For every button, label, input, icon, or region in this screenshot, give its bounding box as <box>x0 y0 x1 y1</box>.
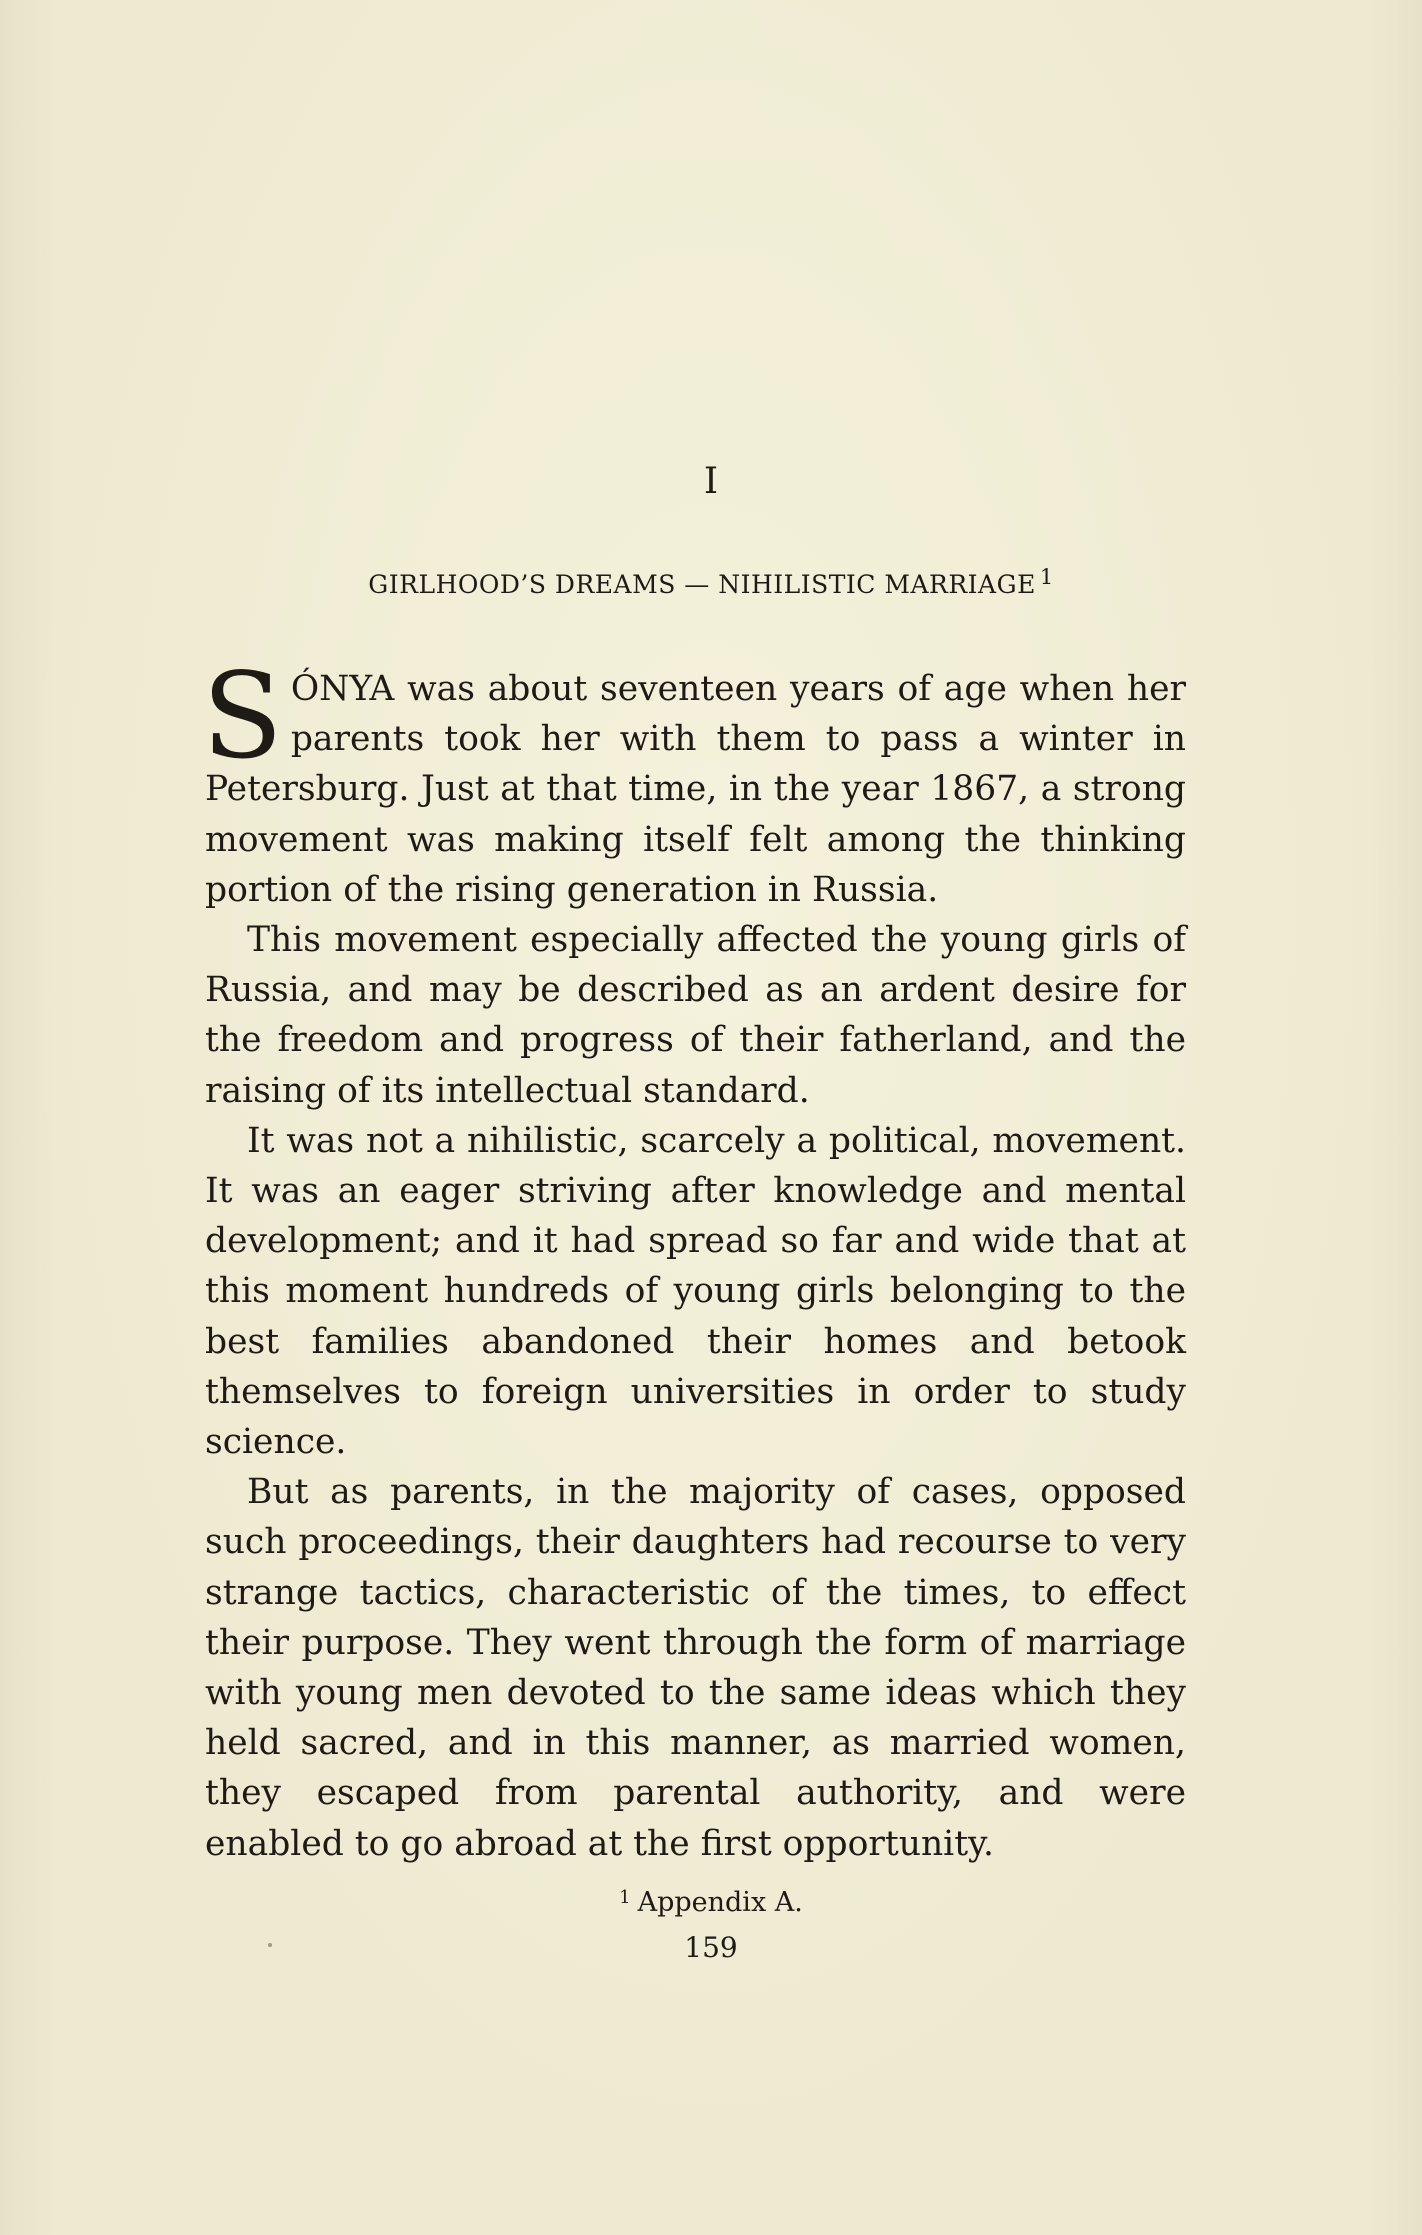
paragraph-1-text: ÓNYA was about seventeen years of age when her parents took her with them to pass a winter in Petersburg. Just at that time, in the year 1867, a strong movement was making itself felt among the thinking portion of the rising generation in Russia. <box>205 669 1186 910</box>
chapter-title-text: GIRLHOOD’S DREAMS — NIHILISTIC MARRIAGE <box>368 570 1036 599</box>
chapter-title <box>200 565 1222 602</box>
chapter-number: I <box>703 461 719 502</box>
page-number: 159 <box>684 1931 738 1964</box>
drop-cap: S <box>202 647 283 785</box>
footnote-reference: 1 <box>1039 565 1054 589</box>
body-text <box>202 647 1186 1869</box>
footnote-text: Appendix A. <box>637 1887 803 1918</box>
paragraph-2: This movement especially affected the young girls of Russia, and may be described as an ardent desire for the freedom and progress of their fatherland, and the raising of its intellectual standard. <box>205 920 1186 1111</box>
paragraph-4: But as parents, in the majority of cases, opposed such proceedings, their daughters had recourse to very strange tactics, characteristic of the times, to effect their purpose. They went through the form of marriage with young men devoted to the same ideas which they held sacred, and in this manner, as married women, they escaped from parental authority, and were enabled to go abroad at the first opportunity. <box>205 1472 1186 1864</box>
footnote-marker: 1 <box>619 1887 631 1908</box>
paper-speck <box>268 1943 272 1947</box>
paragraph-1 <box>202 647 1186 915</box>
footnote <box>0 1886 1422 1920</box>
paragraph-3: It was not a nihilistic, scarcely a political, movement. It was an eager striving after knowledge and mental development; and it had spread so far and wide that at this moment hundreds of young girls belonging to the best families abandoned their homes and betook themselves to foreign universities in order to study science. <box>205 1120 1186 1463</box>
